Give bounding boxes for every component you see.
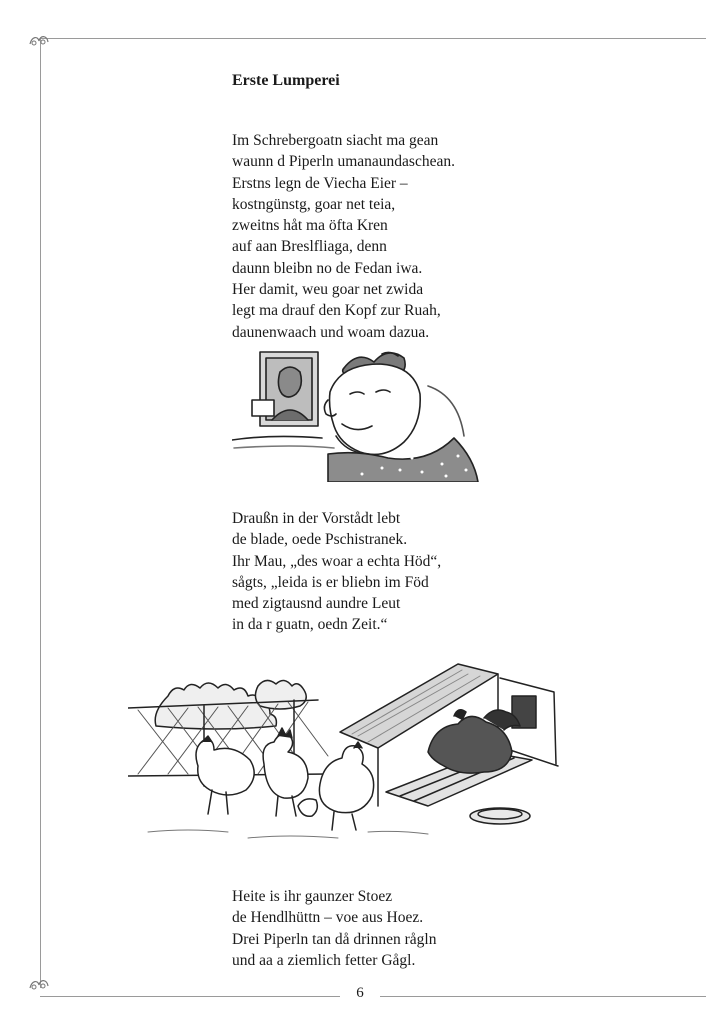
flourish-ornament-icon	[28, 976, 50, 992]
poem-title: Erste Lumperei	[232, 72, 340, 89]
poem-line: de Hendlhüttn – voe aus Hoez.	[232, 909, 424, 927]
poem-line: Ihr Mau, „des woar a echta Höd“,	[232, 552, 442, 570]
woman-portrait-illustration	[232, 342, 484, 482]
poem-line: auf aan Breslfliaga, denn	[232, 238, 387, 256]
poem-line: daunenwaach und woam dazua.	[232, 323, 430, 341]
poem-line: daunn bleibn no de Fedan iwa.	[232, 259, 423, 277]
poem-line: med zigtausnd aundre Leut	[232, 595, 401, 613]
poem-line: in da r guatn, oedn Zeit.“	[232, 616, 388, 634]
poem-line: zweitns håt ma öfta Kren	[232, 217, 388, 235]
poem-line: Her damit, weu goar net zwida	[232, 281, 424, 299]
poem-line: legt ma drauf den Kopf zur Ruah,	[232, 302, 441, 320]
poem-line: und aa a ziemlich fetter Gågl.	[232, 951, 416, 969]
top-rule	[40, 38, 706, 39]
poem-line: sågts, „leida is er bliebn im Föd	[232, 573, 429, 591]
poem-line: Draußn in der Vorstådt lebt	[232, 510, 401, 527]
stanza-3	[232, 886, 436, 971]
poem-line: de blade, oede Pschistranek.	[232, 531, 408, 549]
poem-line: Drei Piperln tan då drinnen rågln	[232, 930, 437, 948]
chicken-coop-illustration	[128, 656, 568, 846]
poem-line: waunn d Piperln umanaundaschean.	[232, 153, 455, 171]
poem-line: kostngünstg, goar net teia,	[232, 195, 396, 213]
bottom-rule-left	[40, 996, 340, 997]
stanza-2	[232, 508, 441, 636]
flourish-ornament-icon	[28, 32, 50, 48]
poem-line: Heite is ihr gaunzer Stoez	[232, 888, 393, 905]
stanza-1	[232, 130, 455, 343]
bottom-rule-right	[380, 996, 706, 997]
left-rule	[40, 38, 41, 988]
page-number: 6	[356, 985, 364, 1001]
poem-line: Im Schrebergoatn siacht ma gean	[232, 132, 439, 149]
poem-line: Erstns legn de Viecha Eier –	[232, 174, 408, 192]
